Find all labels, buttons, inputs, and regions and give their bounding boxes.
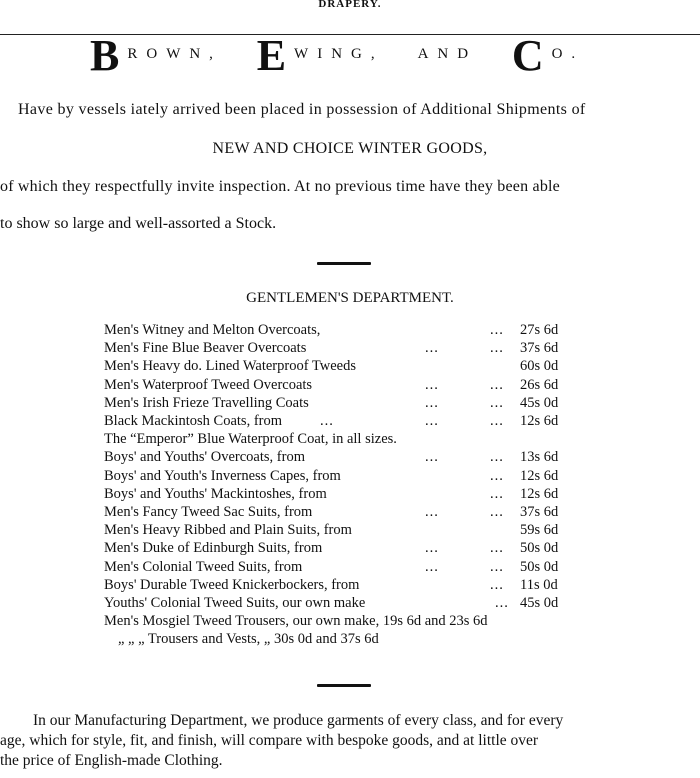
leader-dots: ...: [425, 340, 439, 357]
price-item-name: Boys' and Youth's Inverness Capes, from: [104, 467, 341, 484]
intro-line-1: Have by vessels iately arrived been placed in possession of Additional Shipments of: [18, 101, 586, 118]
price-item-price: 37s 6d: [520, 504, 559, 520]
price-item-price: 26s 6d: [520, 376, 559, 393]
leader-dots: ...: [490, 485, 504, 502]
firm-word-o: O.: [551, 46, 585, 62]
separator-rule: [317, 262, 371, 265]
leader-dots: ...: [490, 576, 504, 593]
firm-initial-e: E: [256, 31, 287, 80]
price-item-price: 27s 6d: [520, 322, 559, 338]
leader-dots: ...: [425, 540, 439, 557]
price-item-name: Black Mackintosh Coats, from: [104, 413, 283, 429]
price-item-name: Men's Colonial Tweed Suits, from: [104, 558, 303, 575]
leader-dots: ...: [425, 504, 439, 520]
leader-dots: ...: [425, 558, 439, 575]
price-item-price: 45s 0d: [520, 595, 559, 611]
price-item-price: 50s 0d: [520, 558, 559, 575]
leader-dots: ...: [425, 449, 439, 466]
price-item-price: 37s 6d: [520, 340, 559, 357]
price-item-name: Boys' Durable Tweed Knickerbockers, from: [104, 576, 360, 593]
separator-rule-bottom: [317, 684, 371, 687]
firm-initial-c: C: [511, 31, 544, 80]
intro-line-3: to show so large and well-assorted a Stock.: [0, 215, 277, 232]
leader-dots: ...: [490, 540, 504, 557]
leader-dots: ...: [425, 394, 439, 411]
closing-line-3: the price of English-made Clothing.: [0, 752, 223, 769]
department-title: GENTLEMEN'S DEPARTMENT.: [246, 290, 454, 306]
firm-word-wing: WING,: [294, 46, 384, 62]
price-item-price: 11s 0d: [520, 576, 558, 593]
price-item-price: 12s 6d: [520, 413, 559, 429]
intro-line-2: of which they respectfully invite inspection. At no previous time have they been able: [0, 178, 560, 195]
firm-initial-b: B: [90, 31, 120, 80]
leader-dots: ...: [425, 376, 439, 393]
price-item-name: Youths' Colonial Tweed Suits, our own make: [104, 595, 366, 611]
leader-dots: ...: [490, 340, 504, 357]
price-item-price: 12s 6d: [520, 467, 559, 484]
price-item-name: Men's Heavy Ribbed and Plain Suits, from: [104, 522, 352, 539]
closing-line-1: In our Manufacturing Department, we produce garments of every class, and for every: [33, 712, 564, 729]
price-item-price: 12s 6d: [520, 485, 559, 502]
firm-word-and: AND: [417, 46, 478, 62]
price-item-name: Boys' and Youths' Overcoats, from: [104, 449, 305, 466]
price-item-name: Men's Irish Frieze Travelling Coats: [104, 394, 309, 411]
price-item-name: Men's Waterproof Tweed Overcoats: [104, 376, 313, 393]
leader-dots: ...: [495, 595, 509, 611]
firm-name: [90, 30, 584, 81]
leader-dots: ...: [490, 376, 504, 393]
leader-dots: ...: [425, 413, 439, 429]
leader-dots: ...: [490, 413, 504, 429]
leader-dots: ...: [490, 394, 504, 411]
price-item-name: Men's Mosgiel Tweed Trousers, our own make, 19s 6d and 23s 6d: [104, 613, 488, 630]
price-item-name: „ „ „ Trousers and Vests, „ 30s 0d and 37s 6d: [118, 631, 379, 648]
closing-line-2: age, which for style, fit, and finish, will compare with bespoke goods, and at little over: [0, 732, 539, 749]
price-item-price: 50s 0d: [520, 540, 559, 557]
section-header: DRAPERY.: [318, 0, 382, 10]
price-item-name: Men's Witney and Melton Overcoats,: [104, 322, 321, 338]
price-item-name: The “Emperor” Blue Waterproof Coat, in all sizes.: [104, 431, 397, 448]
leader-dots: ...: [320, 413, 334, 429]
price-item-name: Men's Fancy Tweed Sac Suits, from: [104, 504, 313, 520]
price-item-price: 60s 0d: [520, 358, 559, 375]
price-item-name: Boys' and Youths' Mackintoshes, from: [104, 485, 327, 502]
leader-dots: ...: [490, 322, 504, 338]
firm-word-rown: ROWN,: [127, 46, 222, 62]
leader-dots: ...: [490, 558, 504, 575]
price-item-price: 59s 6d: [520, 522, 559, 539]
price-item-name: Men's Fine Blue Beaver Overcoats: [104, 340, 307, 357]
leader-dots: ...: [490, 504, 504, 520]
price-item-price: 13s 6d: [520, 449, 559, 466]
leader-dots: ...: [490, 449, 504, 466]
price-item-name: Men's Heavy do. Lined Waterproof Tweeds: [104, 358, 356, 375]
price-item-name: Men's Duke of Edinburgh Suits, from: [104, 540, 323, 557]
leader-dots: ...: [490, 467, 504, 484]
intro-headline: NEW AND CHOICE WINTER GOODS,: [212, 140, 488, 157]
price-item-price: 45s 0d: [520, 394, 559, 411]
